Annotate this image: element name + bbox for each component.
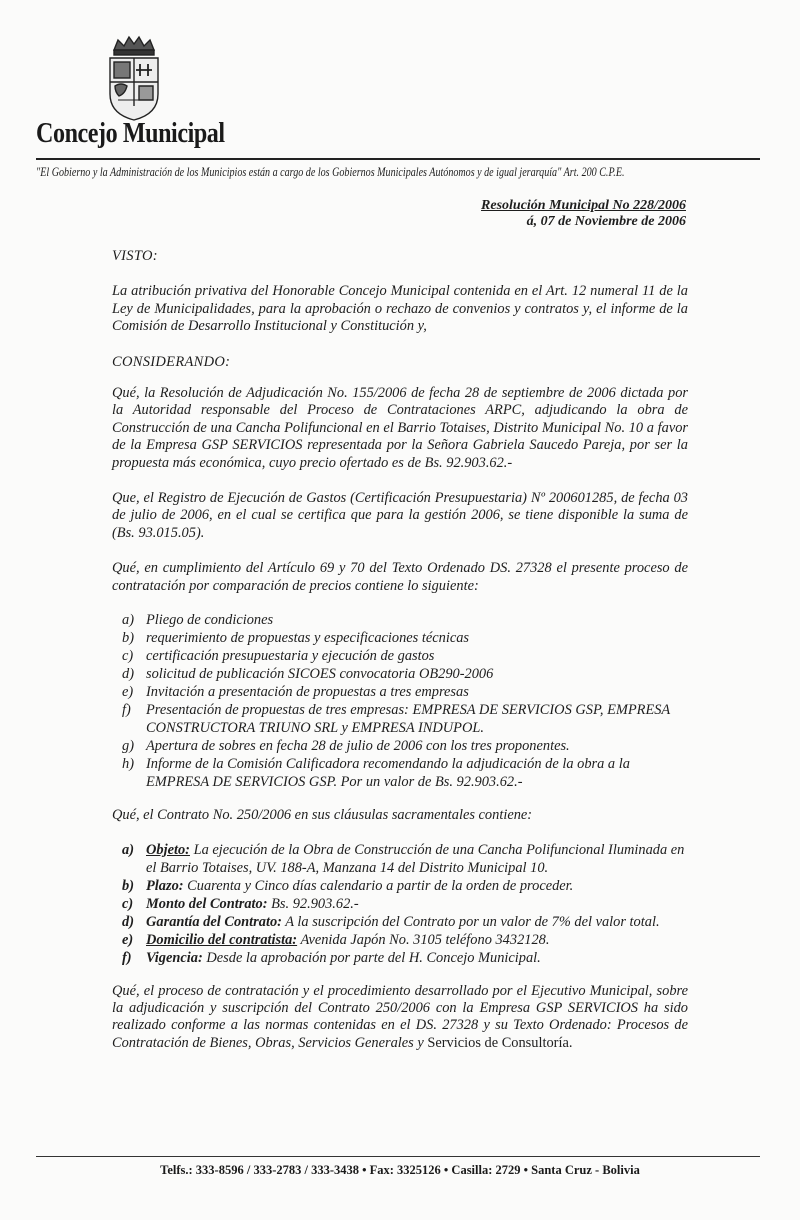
list-item: d) Garantía del Contrato: A la suscripción del Contrato por un valor de 7% del valor total.: [122, 913, 660, 930]
list-item: e) Invitación a presentación de propuestas a tres empresas: [122, 684, 469, 701]
considerando-paragraph-2: Que, el Registro de Ejecución de Gastos (Certificación Presupuestaria) Nº 200601285, de fecha 03 de julio de 2006, en el cual se certifica que para la gestión 2006, se tiene disponible la suma de (Bs. 93.015.05).: [112, 490, 688, 541]
list-item: f) Vigencia: Desde la aprobación por parte del H. Concejo Municipal.: [122, 949, 541, 966]
list-item: c) certificación presupuestaria y ejecución de gastos: [122, 648, 435, 665]
considerando-paragraph-3: Qué, en cumplimiento del Artículo 69 y 70 del Texto Ordenado DS. 27328 el presente proceso de contratación por comparación de precios contiene lo siguiente:: [112, 560, 688, 594]
list-item: g) Apertura de sobres en fecha 28 de julio de 2006 con los tres proponentes.: [122, 738, 570, 755]
visto-heading: VISTO:: [112, 248, 158, 264]
considerando-paragraph-5: Qué, el proceso de contratación y el procedimiento desarrollado por el Ejecutivo Municipal, sobre la adjudicación y suscripción del Contrato 250/2006 con la Empresa GSP SERVICIOS ha sido realizado conforme a las normas contenidas en el DS. 27328 y su Texto Ordenado: Procesos de Contratación de Bienes, Obras, Servicios Generales y Servicios de Consultoría.: [112, 982, 688, 1051]
contract-clauses-list: [112, 841, 688, 967]
resolution-number: Resolución Municipal No 228/2006: [481, 198, 686, 213]
footer-contact: Telfs.: 333-8596 / 333-2783 / 333-3438 • Fax: 3325126 • Casilla: 2729 • Santa Cruz - Bolivia: [160, 1163, 640, 1177]
process-documents-list: [112, 611, 688, 791]
list-item: c) Monto del Contrato: Bs. 92.903.62.-: [122, 895, 359, 912]
footer-divider: [36, 1156, 760, 1157]
considerando-paragraph-4: Qué, el Contrato No. 250/2006 en sus cláusulas sacramentales contiene:: [112, 807, 533, 824]
organization-name: Concejo Municipal: [36, 118, 225, 149]
list-item: h) Informe de la Comisión Calificadora recomendando la adjudicación de la obra a la EMPRESA DE SERVICIOS GSP. Por un valor de Bs. 92.903.62.-: [122, 756, 630, 791]
list-item: b) Plazo: Cuarenta y Cinco días calendario a partir de la orden de proceder.: [122, 877, 574, 894]
visto-paragraph: La atribución privativa del Honorable Concejo Municipal contenida en el Art. 12 numeral 11 de la Ley de Municipalidades, para la aprobación o rechazo de convenios y contratos y, el informe de la Comisión de Desarrollo Institucional y Constitución y,: [112, 283, 688, 335]
header-divider: [36, 158, 760, 160]
list-item: b) requerimiento de propuestas y especificaciones técnicas: [122, 630, 470, 647]
coat-of-arms-icon: [104, 34, 164, 122]
document-body: [112, 248, 688, 1052]
list-item: e) Domicilio del contratista: Avenida Japón No. 3105 teléfono 3432128.: [122, 931, 550, 948]
considerando-heading: CONSIDERANDO:: [112, 353, 231, 370]
list-item: f) Presentación de propuestas de tres empresas: EMPRESA DE SERVICIOS GSP, EMPRESA CONSTRUCTORA TRIUNO SRL y EMPRESA INDUPOL.: [122, 702, 670, 737]
header-motto: "El Gobierno y la Administración de los Municipios están a cargo de los Gobiernos Municipales Autónomos y de igual jerarquía" Art. 200 C.P.E.: [36, 165, 625, 179]
list-item: d) solicitud de publicación SICOES convocatoria OB290-2006: [122, 666, 494, 683]
considerando-paragraph-1: Qué, la Resolución de Adjudicación No. 155/2006 de fecha 28 de septiembre de 2006 dictada por la Autoridad responsable del Proceso de Contrataciones ARPC, adjudicando la obra de Construcción de una Cancha Polifuncional en el Barrio Totaises, Distrito Municipal No. 10 a favor de la Empresa GSP SERVICIOS representada por la Señora Gabriela Saucedo Pareja, por ser la propuesta más económica, cuyo precio ofertado es de Bs. 92.903.62.-: [112, 385, 688, 471]
list-item: a) Objeto: La ejecución de la Obra de Construcción de una Cancha Polifuncional Iluminada en el Barrio Totaises, UV. 188-A, Manzana 14 del Distrito Municipal 10.: [122, 841, 685, 876]
list-item: a) Pliego de condiciones: [122, 612, 274, 629]
resolution-date: á, 07 de Noviembre de 2006: [526, 214, 686, 229]
